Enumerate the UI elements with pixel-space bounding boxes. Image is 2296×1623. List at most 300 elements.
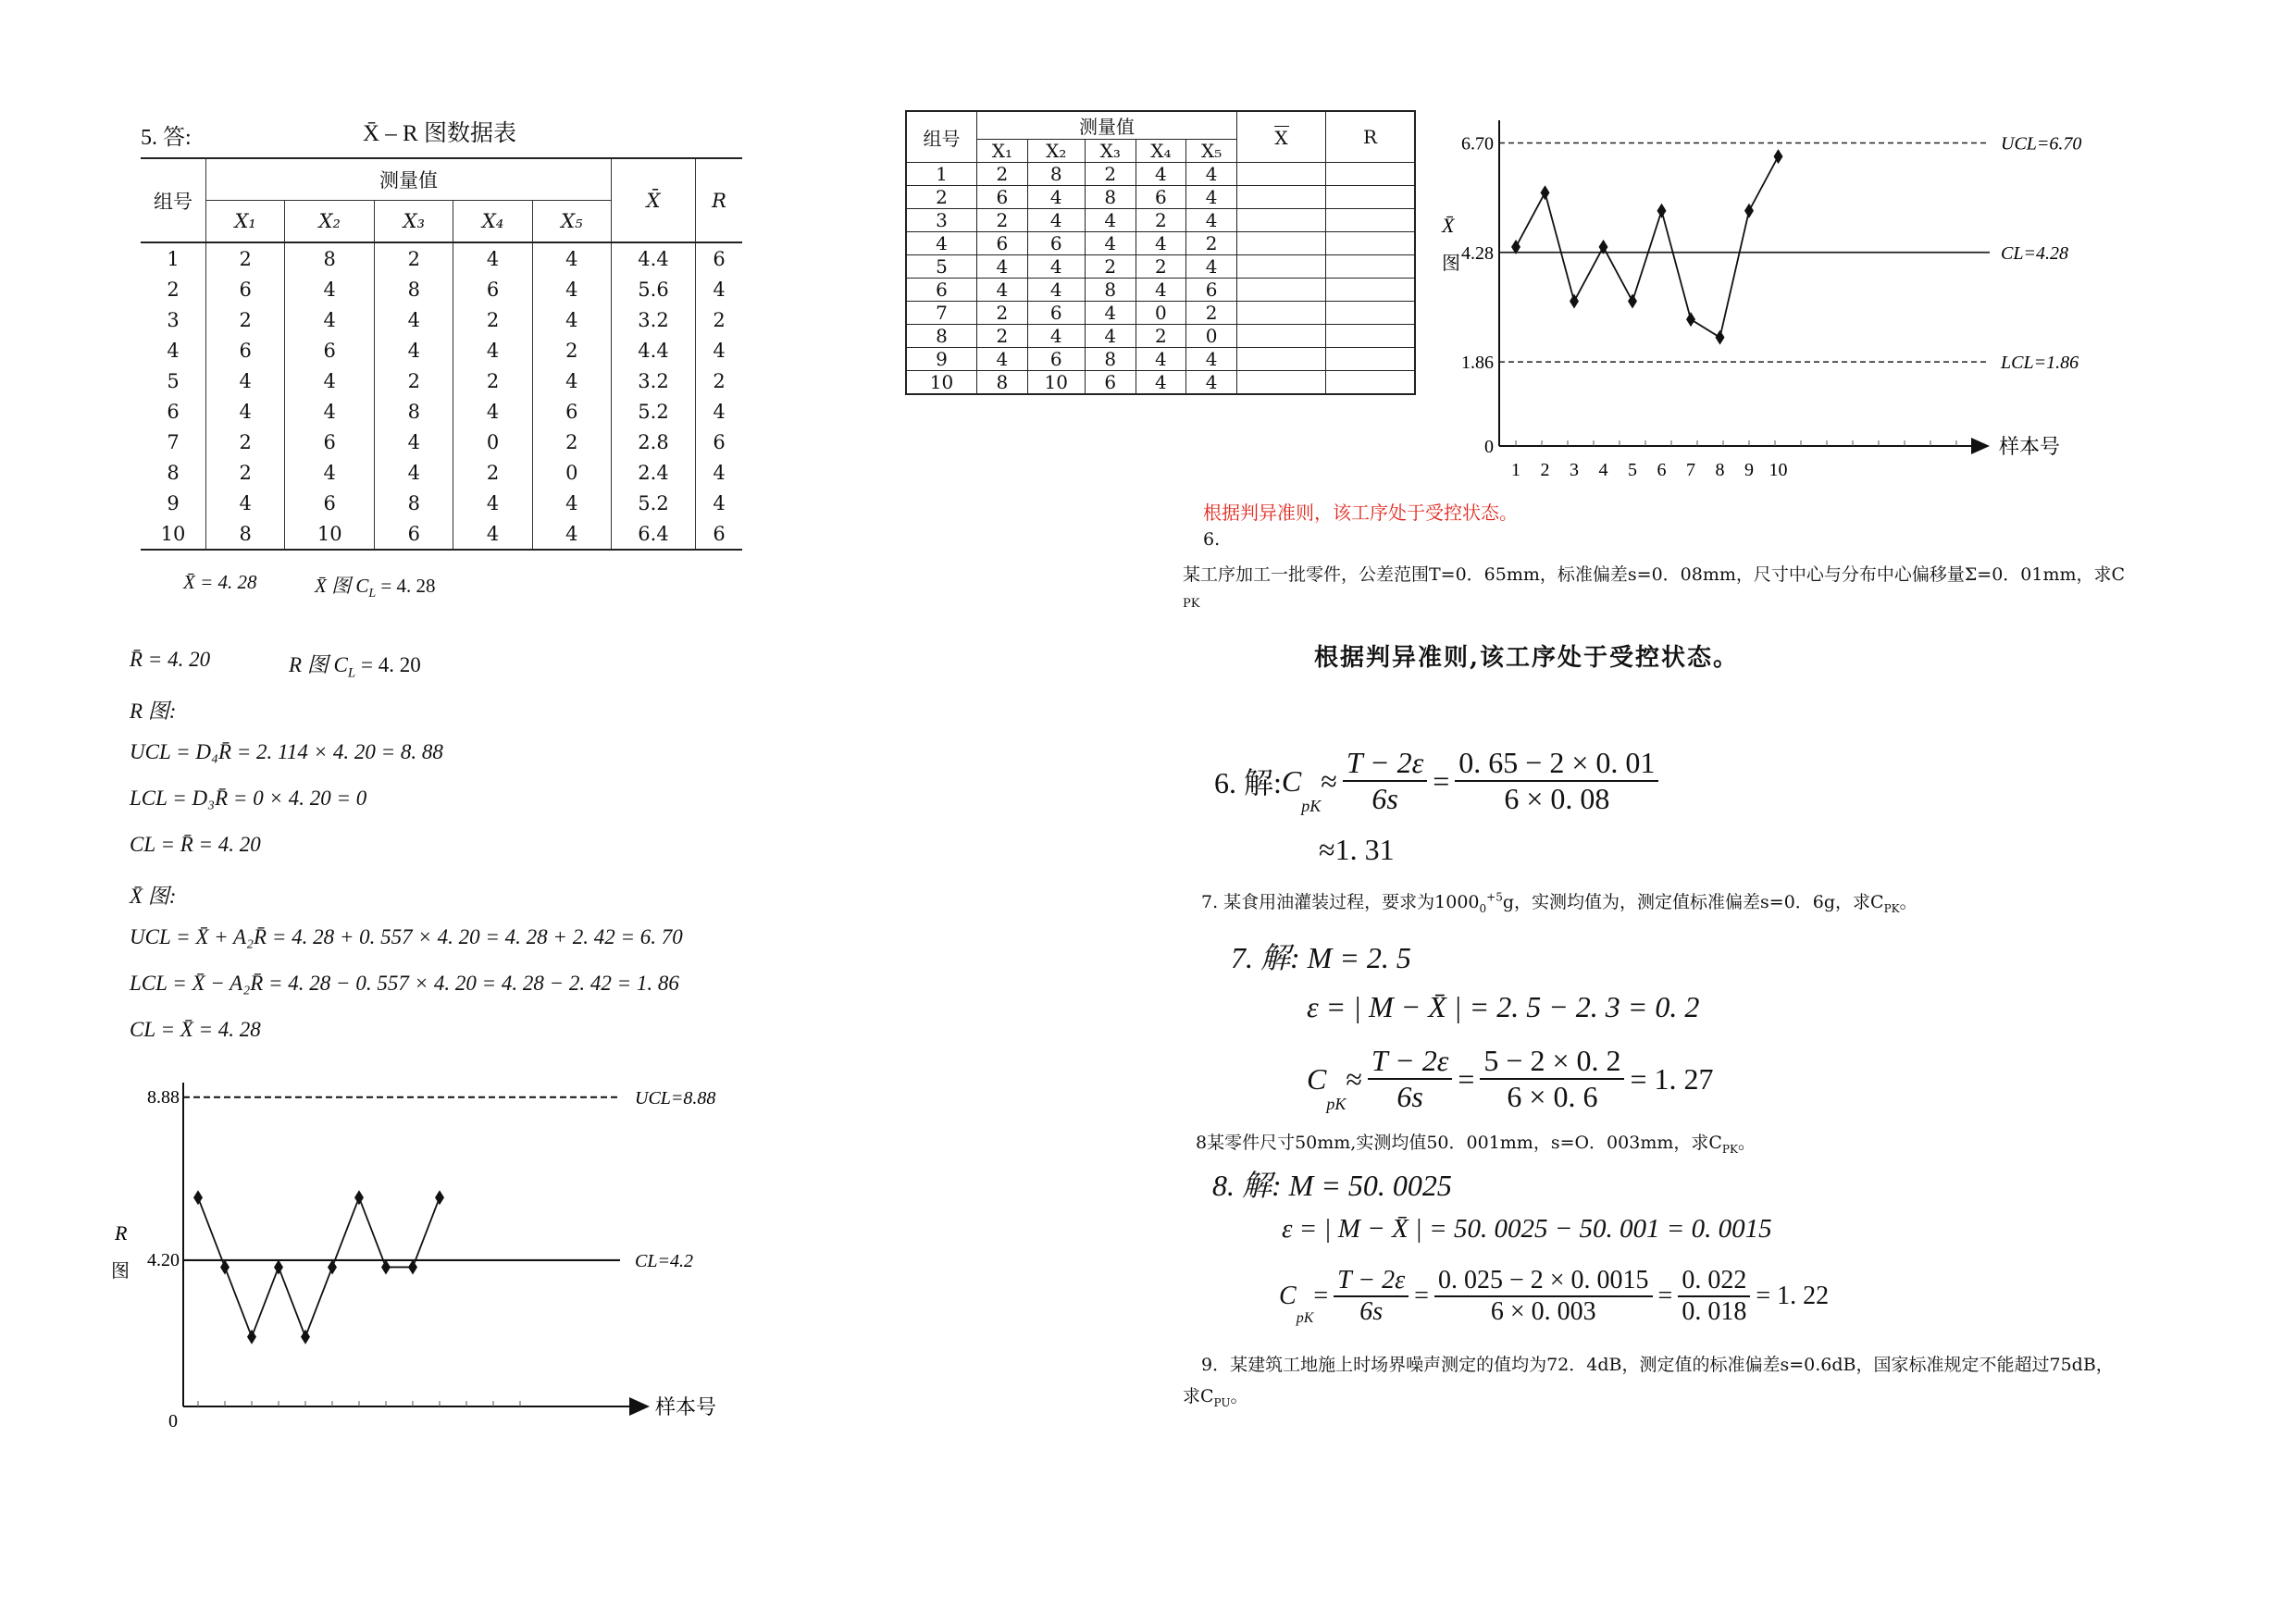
table-cell: 2 [977,163,1028,186]
rchart-cl-value: = 4. 20 [360,653,421,676]
empty-cell [1237,325,1326,348]
table-cell: 6 [285,335,375,365]
table-cell: 0 [1136,302,1186,325]
y-tick-label: 0 [1484,437,1494,457]
r-ucl-formula: UCL = D₄R̄ = 2. 114 × 4. 20 = 8. 88 [130,740,443,763]
y-axis-label: R [115,1220,128,1245]
table-cell: 6 [1085,371,1136,395]
s6-den1: 6s [1371,782,1398,815]
ucl-label: UCL=8.88 [635,1087,716,1109]
table-row [141,457,742,488]
table-cell: 0 [453,427,532,457]
table-cell: 10 [1027,371,1085,395]
y-axis-label-2: 图 [1442,251,1460,274]
table-cell: 2 [1085,163,1136,186]
table-cell: 2 [977,302,1028,325]
empty-cell [1326,279,1416,302]
rt-header-xbar [1237,111,1326,163]
x-tick-label: 3 [1570,460,1579,480]
q7-sup: +5 [1486,890,1503,904]
table-cell: 4.4 [612,242,696,274]
col-header-x5: X₅ [532,201,611,243]
table-row [141,488,742,518]
x-axis-label: 样本号 [655,1396,717,1419]
empty-cell [1326,371,1416,395]
table-cell: 4 [977,279,1028,302]
answer-label: 5. 答: [141,126,192,150]
s8-frac2 [1434,1266,1653,1327]
table-cell: 4 [1186,255,1237,279]
table-cell: 4 [453,335,532,365]
table-cell: 2 [206,427,285,457]
s8-den3: 0. 018 [1682,1297,1747,1326]
measurement-table-empty [905,110,1416,395]
table-row [906,186,1415,209]
table-cell: 4 [1085,325,1136,348]
table-cell: 1 [906,163,977,186]
q7-text: 7. 某食用油灌装过程，要求为1000 [1201,892,1480,912]
y-tick-label: 0 [168,1411,178,1431]
table-cell: 4 [532,242,611,274]
note-xbar: X̄ = 4. 28 [183,571,257,593]
table-cell: 7 [906,302,977,325]
s6-approx: ≈ [1321,763,1337,798]
empty-cell [1326,255,1416,279]
table-cell: 4 [1085,302,1136,325]
note-xbar-cl [315,571,435,601]
table-cell: 4 [285,457,375,488]
table-row [906,209,1415,232]
table-cell: 4 [696,274,743,304]
table-row [906,279,1415,302]
empty-cell [1326,186,1416,209]
table-cell: 6 [696,242,743,274]
table-cell: 10 [285,518,375,550]
table-cell: 8 [1085,348,1136,371]
table-cell: 2 [1136,325,1186,348]
table-cell: 4 [206,488,285,518]
range-data-point [381,1259,391,1274]
col-header-group: 组号 [141,158,206,242]
q8-cpk: PK [1721,1142,1738,1156]
q6-number: 6. [1203,529,1221,550]
col-header-xbar: X̄ [612,158,696,242]
table-cell: 7 [167,430,180,453]
rt-header-group: 组号 [906,111,977,163]
table-cell: 4 [206,396,285,427]
table-cell: 5.6 [612,274,696,304]
empty-cell [1326,232,1416,255]
x-lcl-formula: LCL = X̄ − A₂R̄ = 4. 28 − 0. 557 × 4. 20 = 4. 28 − 2. 42 = 1. 86 [130,972,679,995]
s6-frac1 [1343,746,1427,816]
table-cell: 9 [167,491,180,514]
table-row [906,348,1415,371]
table-cell: 4 [1136,371,1186,395]
table-cell: 6 [906,279,977,302]
table-cell: 4 [977,255,1028,279]
col-header-measure: 测量值 [206,158,612,201]
empty-cell [1326,209,1416,232]
table-cell: 0 [532,457,611,488]
s8-lhs-sub: pK [1296,1310,1314,1326]
table-cell: 5 [167,369,180,392]
table-cell: 4 [1027,186,1085,209]
table-title: X̄ – R 图数据表 [363,121,516,146]
q7-question [1201,888,1917,915]
table-cell: 2 [1186,232,1237,255]
empty-cell [1326,348,1416,371]
table-cell: 2 [375,365,453,396]
x-tick-label: 2 [1540,460,1550,480]
s7-line1: 7. 解: M = 2. 5 [1231,941,1411,974]
note-xbar-cl-label: X̄ 图 C [315,575,369,597]
table-cell: 4.4 [612,335,696,365]
col-header-r: R [696,158,743,242]
table-cell: 4 [696,335,743,365]
table-cell: 6.4 [612,518,696,550]
r-lcl-formula: LCL = D₃R̄ = 0 × 4. 20 = 0 [130,787,367,810]
y-axis-label-2: 图 [111,1258,130,1282]
table-cell: 2 [532,335,611,365]
table-cell: 2 [206,457,285,488]
s8-den2: 6 × 0. 003 [1490,1297,1596,1326]
table-cell: 4 [1027,209,1085,232]
range-data-point [220,1259,230,1274]
table-row [141,335,742,365]
table-cell: 4 [906,232,977,255]
xbar-control-chart [1434,102,2138,509]
s6-result: ≈1. 31 [1319,833,1395,866]
table-cell: 8 [375,396,453,427]
x-tick-label: 1 [1511,460,1520,480]
empty-cell [1326,325,1416,348]
s8-den1: 6s [1359,1297,1384,1326]
y-tick-label: 4.28 [1461,242,1494,264]
s8-result: = 1. 22 [1756,1282,1830,1310]
s7-eq: = [1458,1061,1475,1096]
table-row [906,371,1415,395]
table-cell: 4 [453,488,532,518]
table-cell: 10 [160,522,186,545]
table-cell: 0 [1186,325,1237,348]
table-cell: 6 [977,232,1028,255]
s7-result: = 1. 27 [1630,1061,1714,1096]
table-cell: 3.2 [612,304,696,335]
table-cell: 2 [453,304,532,335]
empty-cell [1237,302,1326,325]
table-cell: 6 [696,518,743,550]
s6-num1: T − 2ε [1343,746,1427,782]
table-cell: 4 [1136,232,1186,255]
s7-num2: 5 − 2 × 0. 2 [1480,1044,1624,1080]
table-cell: 2 [206,304,285,335]
rt-col-header-x2: X₂ [1027,140,1085,163]
x-tick-label: 7 [1686,460,1695,480]
table-cell: 2 [453,365,532,396]
s7-den1: 6s [1396,1080,1423,1113]
x-axis-arrow [629,1397,650,1416]
s8-eq1: = [1313,1282,1329,1310]
table-cell: 4 [285,365,375,396]
x-cl-formula: CL = X̄ = 4. 28 [130,1018,261,1041]
q8-question [1196,1129,1756,1156]
table-cell: 4 [375,304,453,335]
empty-cell [1237,232,1326,255]
table-cell: 2.8 [612,427,696,457]
col-header-x3: X₃ [375,201,453,243]
solution-7-cpk [1307,1044,1714,1114]
table-cell: 9 [906,348,977,371]
table-cell: 6 [696,427,743,457]
s8-line2: ε = | M − X̄ | = 50. 0025 − 50. 001 = 0. 0015 [1282,1214,1772,1244]
table-cell: 4 [1136,163,1186,186]
table-cell: 2 [453,457,532,488]
note-xbar-cl-sub: L [368,587,377,601]
s8-num3: 0. 022 [1678,1266,1750,1297]
x-tick-label: 9 [1744,460,1754,480]
table-cell: 4 [1027,279,1085,302]
table-cell: 4 [1186,186,1237,209]
q7-text2: g，实测均值为，测定值标准偏差s=0．6g，求C [1502,892,1884,912]
table-row [141,242,742,274]
table-row [141,304,742,335]
empty-cell [1237,348,1326,371]
lcl-label: LCL=1.86 [2001,353,2079,374]
s8-num2: 0. 025 − 2 × 0. 0015 [1434,1266,1653,1297]
table-cell: 2 [375,242,453,274]
s6-frac2 [1455,746,1658,816]
empty-cell [1237,209,1326,232]
table-cell: 2 [977,209,1028,232]
range-data-point [354,1190,364,1205]
table-cell: 2 [1136,209,1186,232]
solution-6 [1214,746,1664,816]
rchart-cl-label: R 图 C [289,653,348,676]
table-row [141,427,742,457]
table-cell: 6 [375,518,453,550]
table-cell: 2 [167,278,180,301]
table-cell: 3 [906,209,977,232]
table-cell: 4 [1186,371,1237,395]
table-cell: 6 [206,335,285,365]
empty-cell [1326,302,1416,325]
q9-question-2 [1183,1382,1248,1409]
s7-lhs: C [1307,1061,1327,1096]
table-cell: 6 [206,274,285,304]
table-cell: 4 [1027,255,1085,279]
table-cell: 2 [1085,255,1136,279]
table-cell: 8 [1027,163,1085,186]
q8-end: 。 [1737,1133,1756,1153]
table-cell: 4 [375,427,453,457]
note-xbar-cl-value: = 4. 28 [380,575,436,597]
x-ucl-formula: UCL = X̄ + A₂R̄ = 4. 28 + 0. 557 × 4. 20 = 4. 28 + 2. 42 = 6. 70 [130,925,683,948]
rt-header-r: R [1326,111,1416,163]
s8-eq2: = [1414,1282,1429,1310]
table-cell: 4 [453,242,532,274]
table-cell: 8 [375,274,453,304]
table-row [906,325,1415,348]
rchart-cl-sub: L [347,665,356,681]
table-cell: 8 [375,488,453,518]
q8-text: 8某零件尺寸50mm,实测均值50．001mm，s=O．003mm，求C [1196,1133,1722,1153]
s7-frac1 [1368,1044,1452,1114]
table-cell: 4 [532,365,611,396]
conclusion-bold: 根据判异准则,该工序处于受控状态。 [1314,644,1740,672]
table-row [141,518,742,550]
cl-label: CL=4.2 [635,1250,693,1271]
r-cl-formula: CL = R̄ = 4. 20 [130,833,261,856]
range-series-line [198,1197,440,1337]
table-cell: 6 [1027,302,1085,325]
empty-cell [1237,163,1326,186]
r-chart-title: R 图: [130,700,177,723]
table-cell: 6 [1027,348,1085,371]
table-cell: 2 [977,325,1028,348]
q6-question-sub: PK [1183,597,1200,611]
xbar-r-data-table [141,157,742,551]
table-cell: 6 [1027,232,1085,255]
s7-lhs-sub: pK [1326,1095,1347,1113]
table-cell: 4 [375,457,453,488]
table-cell: 10 [906,371,977,395]
table-cell: 2 [532,427,611,457]
y-tick-label: 1.86 [1461,353,1494,374]
table-cell: 3 [167,308,180,331]
s8-frac1 [1334,1266,1409,1327]
empty-cell [1237,186,1326,209]
table-cell: 2 [1186,302,1237,325]
table-cell: 4 [1136,348,1186,371]
cl-label: CL=4.28 [2001,242,2068,264]
q7-sub: 0 [1479,901,1487,915]
range-data-point [408,1259,417,1274]
xbar-data-point [1657,204,1667,218]
q6-question: 某工序加工一批零件，公差范围T=0．65mm，标准偏差s=0．08mm，尺寸中心与分布中心偏移量Σ=0．01mm，求C [1183,564,2126,585]
table-cell: 4 [167,339,180,362]
table-cell: 6 [1186,279,1237,302]
table-cell: 4 [696,396,743,427]
xbar-series-line [1516,156,1779,338]
table-cell: 5.2 [612,396,696,427]
table-cell: 2 [1136,255,1186,279]
s8-line1: 8. 解: M = 50. 0025 [1212,1169,1452,1202]
empty-cell [1237,279,1326,302]
table-cell: 4 [696,457,743,488]
range-data-point [247,1330,256,1344]
table-cell: 4 [696,488,743,518]
table-row [141,274,742,304]
table-cell: 2 [696,304,743,335]
solution-8-cpk [1279,1266,1829,1327]
table-cell: 4 [375,335,453,365]
s7-line2: ε = | M − X̄ | = 2. 5 − 2. 3 = 0. 2 [1307,990,1700,1023]
s8-eq3: = [1657,1282,1673,1310]
table-cell: 4 [1027,325,1085,348]
y-axis-label: X̄ [1442,213,1455,237]
table-cell: 4 [453,518,532,550]
x-tick-label: 6 [1657,460,1667,480]
x-axis-arrow [1971,438,1990,454]
table-cell: 4 [1186,209,1237,232]
table-cell: 8 [1085,279,1136,302]
table-cell: 8 [285,242,375,274]
y-tick-label: 6.70 [1461,133,1494,155]
col-header-x4: X₄ [453,201,532,243]
table-cell: 8 [977,371,1028,395]
y-tick-label: 8.88 [147,1086,180,1108]
table-cell: 4 [1085,209,1136,232]
s7-den2: 6 × 0. 6 [1507,1080,1598,1113]
table-cell: 4 [1085,232,1136,255]
range-data-point [328,1259,337,1274]
s6-eq: = [1433,763,1450,798]
x-tick-label: 4 [1598,460,1608,480]
table-cell: 4 [1136,279,1186,302]
s6-lhs-sub: pK [1301,797,1322,815]
xbar-data-point [1716,330,1725,345]
table-cell: 4 [285,396,375,427]
s7-frac2 [1480,1044,1624,1114]
table-cell: 4 [532,274,611,304]
empty-cell [1237,255,1326,279]
red-conclusion: 根据判异准则，该工序处于受控状态。 [1203,502,1518,524]
table-cell: 4 [1186,348,1237,371]
table-cell: 4 [453,396,532,427]
table-cell: 6 [453,274,532,304]
table-cell: 4 [285,304,375,335]
q9-text2: 求C [1183,1386,1214,1406]
empty-cell [1237,371,1326,395]
range-data-point [274,1259,283,1274]
s8-lhs: C [1279,1282,1297,1310]
s6-den2: 6 × 0. 08 [1504,782,1610,815]
s7-num1: T − 2ε [1368,1044,1452,1080]
col-header-x2: X₂ [285,201,375,243]
rbar-value: R̄ = 4. 20 [130,648,211,671]
s6-num2: 0. 65 − 2 × 0. 01 [1455,746,1658,782]
x-tick-label: 8 [1715,460,1725,480]
table-cell: 4 [206,365,285,396]
x-tick-label: 10 [1769,460,1788,480]
x-tick-label: 5 [1628,460,1637,480]
table-cell: 8 [1085,186,1136,209]
table-cell: 4 [1186,163,1237,186]
table-row [906,302,1415,325]
table-row [141,365,742,396]
rt-col-header-x5: X₅ [1186,140,1237,163]
s8-frac3 [1678,1266,1750,1327]
table-cell: 2 [206,242,285,274]
q7-end: 。 [1899,892,1917,912]
q9-end: 。 [1230,1386,1248,1406]
table-cell: 6 [285,427,375,457]
rt-col-header-x3: X₃ [1085,140,1136,163]
table-cell: 4 [532,488,611,518]
rchart-cl [289,648,421,682]
rt-col-header-x4: X₄ [1136,140,1186,163]
table-row [906,163,1415,186]
xbar-data-point [1686,312,1695,327]
s7-approx: ≈ [1346,1061,1362,1096]
rt-header-xbar-text: X [1274,126,1288,149]
rt-header-measure: 测量值 [977,111,1237,140]
table-row [141,396,742,427]
table-cell: 4 [285,274,375,304]
q7-cpk: PK [1883,901,1900,915]
table-cell: 1 [167,247,180,270]
ucl-label: UCL=6.70 [2001,133,2082,155]
